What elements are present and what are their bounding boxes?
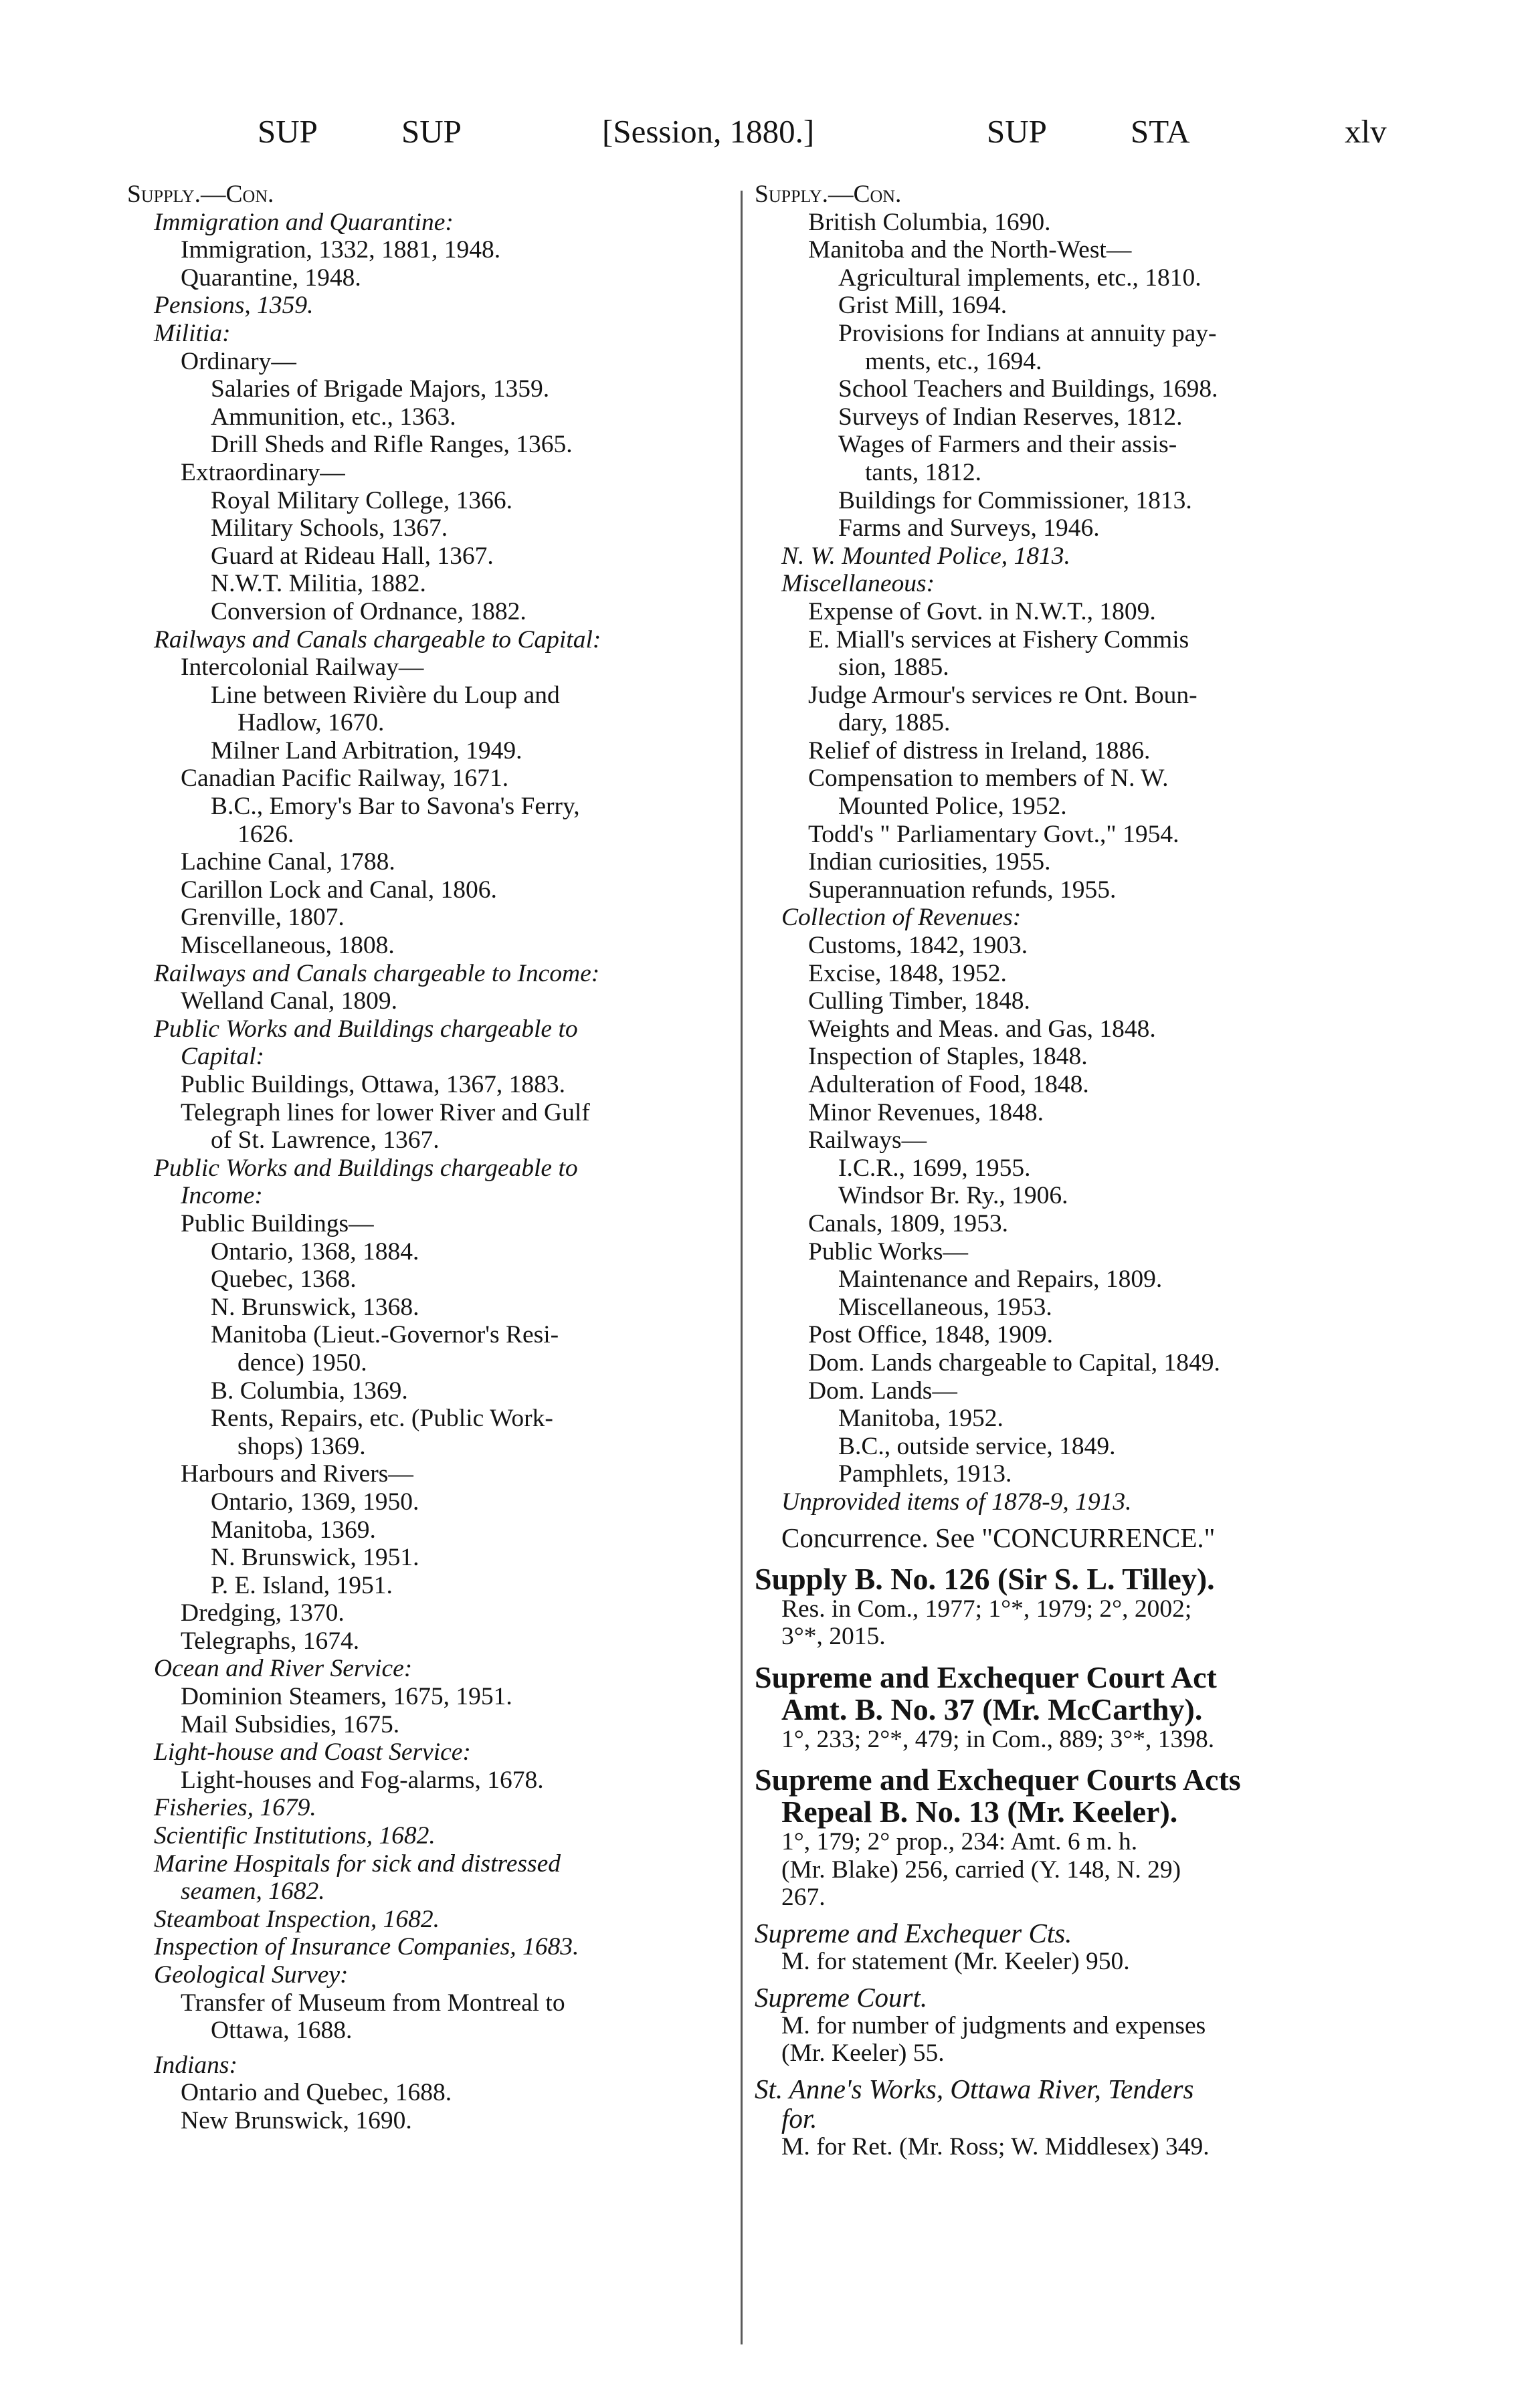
index-line: British Columbia, 1690. xyxy=(808,208,1051,236)
index-line: tants, 1812. xyxy=(865,458,981,486)
index-line: P. E. Island, 1951. xyxy=(211,1571,393,1599)
index-line: for. xyxy=(781,2102,818,2134)
index-line: Railways and Canals chargeable to Income: xyxy=(154,959,600,987)
index-line: Dominion Steamers, 1675, 1951. xyxy=(181,1683,512,1711)
index-line: Superannuation refunds, 1955. xyxy=(808,876,1117,904)
index-line: Expense of Govt. in N.W.T., 1809. xyxy=(808,597,1156,625)
index-line: Marine Hospitals for sick and distressed xyxy=(154,1849,561,1878)
index-line: Public Works and Buildings chargeable to xyxy=(154,1015,578,1043)
index-line: B.C., Emory's Bar to Savona's Ferry, xyxy=(211,793,580,821)
index-line: 1°, 179; 2° prop., 234: Amt. 6 m. h. xyxy=(781,1828,1138,1856)
index-line: Ottawa, 1688. xyxy=(211,2017,353,2045)
index-line: Harbours and Rivers— xyxy=(181,1460,413,1488)
index-line: Ocean and River Service: xyxy=(154,1655,413,1683)
index-line: Agricultural implements, etc., 1810. xyxy=(838,264,1202,292)
index-line: 267. xyxy=(781,1884,826,1912)
index-line: ments, etc., 1694. xyxy=(865,347,1042,375)
index-line: Grenville, 1807. xyxy=(181,904,345,932)
index-line: Indian curiosities, 1955. xyxy=(808,848,1051,876)
index-line: Lachine Canal, 1788. xyxy=(181,848,395,876)
index-line: M. for number of judgments and expenses xyxy=(781,2011,1206,2039)
header-page-number: xlv xyxy=(1345,113,1387,150)
header-left-term-b: SUP xyxy=(401,113,462,150)
index-line: N. Brunswick, 1368. xyxy=(211,1293,419,1321)
index-line: N. W. Mounted Police, 1813. xyxy=(781,542,1070,570)
index-line: Supply B. No. 126 (Sir S. L. Tilley). xyxy=(755,1561,1215,1596)
index-line: B.C., outside service, 1849. xyxy=(838,1432,1116,1460)
index-line: Public Buildings, Ottawa, 1367, 1883. xyxy=(181,1071,565,1098)
index-line: Mail Subsidies, 1675. xyxy=(181,1710,400,1738)
index-line: Immigration, 1332, 1881, 1948. xyxy=(181,236,501,264)
index-line: Excise, 1848, 1952. xyxy=(808,959,1007,987)
index-line: Weights and Meas. and Gas, 1848. xyxy=(808,1015,1156,1043)
index-line: Ontario, 1369, 1950. xyxy=(211,1488,419,1516)
index-line: Manitoba, 1952. xyxy=(838,1405,1003,1433)
index-line: Windsor Br. Ry., 1906. xyxy=(838,1182,1068,1210)
index-line: Geological Survey: xyxy=(154,1961,349,1989)
index-line: Light-house and Coast Service: xyxy=(154,1738,471,1767)
index-line: Res. in Com., 1977; 1°*, 1979; 2°, 2002; xyxy=(781,1595,1192,1623)
index-line: Extraordinary— xyxy=(181,458,345,486)
index-line: Post Office, 1848, 1909. xyxy=(808,1321,1053,1349)
index-line: Income: xyxy=(181,1182,263,1210)
index-line: dary, 1885. xyxy=(838,709,951,737)
header-left-term-a: SUP xyxy=(258,113,318,150)
index-line: Canals, 1809, 1953. xyxy=(808,1209,1008,1237)
index-line: Public Works— xyxy=(808,1237,969,1266)
index-line: Inspection of Staples, 1848. xyxy=(808,1043,1088,1071)
index-line: Repeal B. No. 13 (Mr. Keeler). xyxy=(781,1795,1178,1829)
index-line: Ontario and Quebec, 1688. xyxy=(181,2079,452,2107)
index-line: Supreme Court. xyxy=(755,1981,928,2013)
index-line: Supreme and Exchequer Cts. xyxy=(755,1918,1072,1949)
index-line: Collection of Revenues: xyxy=(781,904,1022,932)
index-line: Military Schools, 1367. xyxy=(211,514,448,542)
index-line: Dredging, 1370. xyxy=(181,1599,345,1627)
index-line: Hadlow, 1670. xyxy=(237,709,385,737)
column-divider xyxy=(741,191,743,2344)
index-line: Milner Land Arbitration, 1949. xyxy=(211,736,522,765)
index-line: sion, 1885. xyxy=(838,654,949,682)
index-line: Customs, 1842, 1903. xyxy=(808,932,1028,960)
index-line: Judge Armour's services re Ont. Boun- xyxy=(808,681,1197,709)
index-line: Ontario, 1368, 1884. xyxy=(211,1237,419,1266)
index-line: Mounted Police, 1952. xyxy=(838,793,1067,821)
index-line: Adulteration of Food, 1848. xyxy=(808,1071,1089,1098)
index-line: 1°, 233; 2°*, 479; in Com., 889; 3°*, 1398. xyxy=(781,1725,1215,1753)
index-line: Scientific Institutions, 1682. xyxy=(154,1822,436,1850)
index-line: Militia: xyxy=(154,319,231,347)
index-line: Telegraphs, 1674. xyxy=(181,1627,360,1655)
index-line: Quarantine, 1948. xyxy=(181,264,361,292)
index-line: Immigration and Quarantine: xyxy=(154,208,454,236)
index-line: Salaries of Brigade Majors, 1359. xyxy=(211,375,550,403)
index-line: Rents, Repairs, etc. (Public Work- xyxy=(211,1405,553,1433)
index-line: Telegraph lines for lower River and Gulf xyxy=(181,1098,590,1126)
index-line: Amt. B. No. 37 (Mr. McCarthy). xyxy=(781,1692,1203,1726)
index-line: Ordinary— xyxy=(181,347,296,375)
index-line: Miscellaneous: xyxy=(781,570,935,598)
index-line: Wages of Farmers and their assis- xyxy=(838,431,1177,459)
index-line: Manitoba and the North-West— xyxy=(808,236,1132,264)
index-line: Dom. Lands— xyxy=(808,1377,957,1405)
index-line: M. for statement (Mr. Keeler) 950. xyxy=(781,1948,1130,1976)
index-line: Railways— xyxy=(808,1126,927,1155)
page-header xyxy=(0,112,1536,159)
index-line: Capital: xyxy=(181,1043,265,1071)
index-line: Supply.—Con. xyxy=(127,181,274,208)
index-line: Buildings for Commissioner, 1813. xyxy=(838,486,1192,514)
index-line: Concurrence. See "CONCURRENCE." xyxy=(781,1522,1216,1553)
index-line: (Mr. Blake) 256, carried (Y. 148, N. 29) xyxy=(781,1855,1181,1884)
index-line: Ammunition, etc., 1363. xyxy=(211,403,456,431)
index-line: Supply.—Con. xyxy=(755,181,902,208)
index-line: Unprovided items of 1878-9, 1913. xyxy=(781,1488,1132,1516)
index-line: Fisheries, 1679. xyxy=(154,1794,316,1822)
index-line: Line between Rivière du Loup and xyxy=(211,681,560,709)
index-line: Royal Military College, 1366. xyxy=(211,486,512,514)
index-line: Compensation to members of N. W. xyxy=(808,765,1169,793)
index-line: Provisions for Indians at annuity pay- xyxy=(838,319,1217,347)
index-line: 1626. xyxy=(237,820,294,848)
index-line: Minor Revenues, 1848. xyxy=(808,1098,1044,1126)
index-line: E. Miall's services at Fishery Commis xyxy=(808,625,1189,654)
index-line: Indians: xyxy=(154,2051,237,2079)
index-line: shops) 1369. xyxy=(237,1432,366,1460)
index-line: Guard at Rideau Hall, 1367. xyxy=(211,542,494,570)
index-line: Supreme and Exchequer Court Act xyxy=(755,1660,1217,1694)
index-line: Carillon Lock and Canal, 1806. xyxy=(181,876,497,904)
right-column xyxy=(755,181,1390,2161)
index-line: Pensions, 1359. xyxy=(154,292,314,320)
index-line: Public Works and Buildings chargeable to xyxy=(154,1154,578,1182)
index-line: New Brunswick, 1690. xyxy=(181,2106,412,2134)
index-line: Pamphlets, 1913. xyxy=(838,1460,1012,1488)
index-line: Transfer of Museum from Montreal to xyxy=(181,1989,565,2017)
header-right-term-b: STA xyxy=(1131,113,1190,150)
index-line: Supreme and Exchequer Courts Acts xyxy=(755,1763,1241,1797)
index-line: Canadian Pacific Railway, 1671. xyxy=(181,765,509,793)
index-line: M. for Ret. (Mr. Ross; W. Middlesex) 349. xyxy=(781,2132,1210,2161)
index-line: Railways and Canals chargeable to Capital: xyxy=(154,625,601,654)
index-line: Miscellaneous, 1808. xyxy=(181,932,395,960)
index-line: Manitoba (Lieut.-Governor's Resi- xyxy=(211,1321,559,1349)
left-column xyxy=(127,181,716,2135)
index-line: Steamboat Inspection, 1682. xyxy=(154,1905,440,1933)
index-line: 3°*, 2015. xyxy=(781,1623,886,1651)
index-line: Light-houses and Fog-alarms, 1678. xyxy=(181,1766,544,1794)
index-line: Public Buildings— xyxy=(181,1209,374,1237)
index-line: of St. Lawrence, 1367. xyxy=(211,1126,440,1155)
index-line: Culling Timber, 1848. xyxy=(808,987,1030,1015)
index-line: Miscellaneous, 1953. xyxy=(838,1293,1052,1321)
index-line: Farms and Surveys, 1946. xyxy=(838,514,1100,542)
index-line: dence) 1950. xyxy=(237,1348,367,1377)
index-line: Maintenance and Repairs, 1809. xyxy=(838,1266,1163,1294)
index-line: seamen, 1682. xyxy=(181,1878,325,1906)
index-line: Inspection of Insurance Companies, 1683. xyxy=(154,1933,579,1961)
index-line: N.W.T. Militia, 1882. xyxy=(211,570,426,598)
index-line: Conversion of Ordnance, 1882. xyxy=(211,597,526,625)
index-line: (Mr. Keeler) 55. xyxy=(781,2039,945,2068)
index-line: Grist Mill, 1694. xyxy=(838,292,1007,320)
index-line: St. Anne's Works, Ottawa River, Tenders xyxy=(755,2073,1194,2104)
index-line: I.C.R., 1699, 1955. xyxy=(838,1154,1031,1182)
index-line: Dom. Lands chargeable to Capital, 1849. xyxy=(808,1348,1220,1377)
index-line: Welland Canal, 1809. xyxy=(181,987,397,1015)
header-session: [Session, 1880.] xyxy=(602,113,815,150)
index-line: B. Columbia, 1369. xyxy=(211,1377,408,1405)
index-line: Manitoba, 1369. xyxy=(211,1516,376,1544)
index-line: Drill Sheds and Rifle Ranges, 1365. xyxy=(211,431,573,459)
index-line: School Teachers and Buildings, 1698. xyxy=(838,375,1218,403)
index-line: Intercolonial Railway— xyxy=(181,654,424,682)
index-line: Relief of distress in Ireland, 1886. xyxy=(808,736,1151,765)
header-right-term-a: SUP xyxy=(987,113,1047,150)
index-line: Todd's " Parliamentary Govt.," 1954. xyxy=(808,820,1179,848)
index-line: N. Brunswick, 1951. xyxy=(211,1544,419,1572)
index-line: Quebec, 1368. xyxy=(211,1266,357,1294)
index-line: Surveys of Indian Reserves, 1812. xyxy=(838,403,1183,431)
